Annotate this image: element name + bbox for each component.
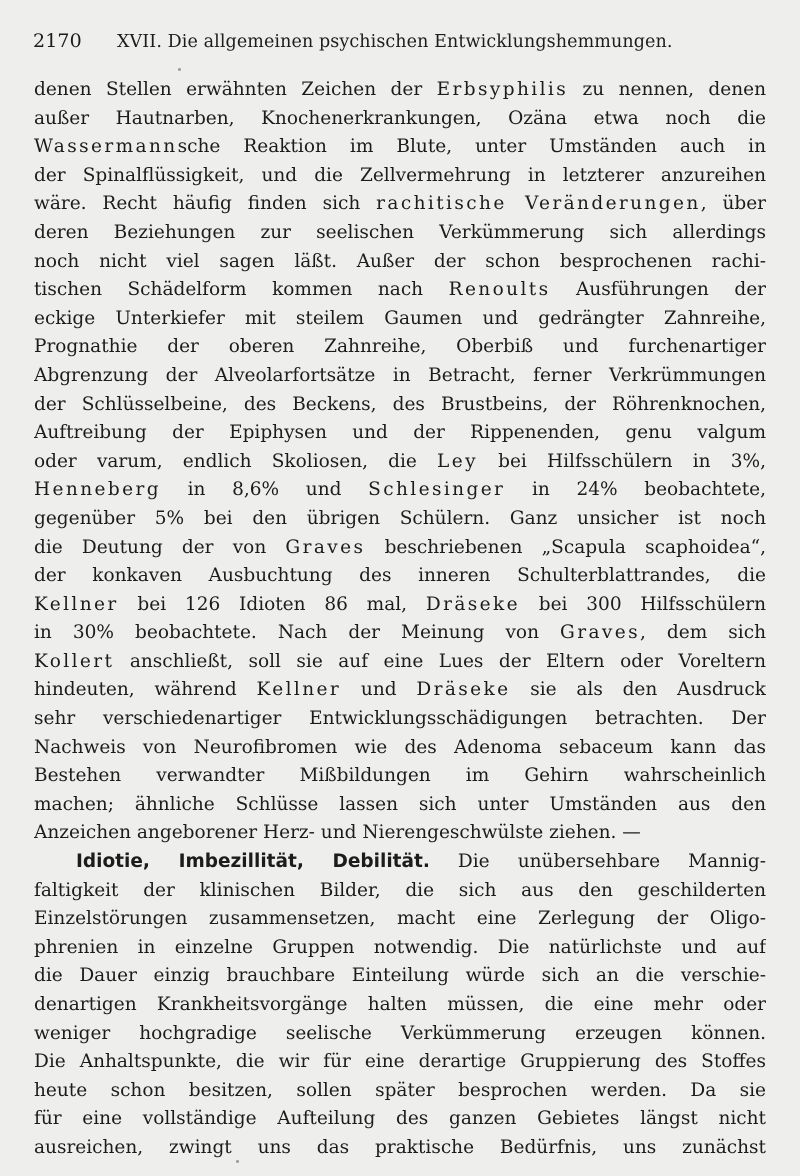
text-segment: oder varum, endlich Skoliosen, die [34,450,438,472]
text-segment: sehr verschiedenartiger Entwicklungsschädigungen betrachten. Der [34,708,766,730]
text-segment: der Spinalflüssigkeit, und die Zellvermehrung in letzterer anzureihen [34,164,766,186]
text-line [34,877,766,906]
text-segment: , dem sich [639,622,766,644]
text-line [34,1134,766,1163]
text-segment: Prognathie der oberen Zahnreihe, Oberbiß und furchenartiger [34,336,766,358]
paper-speck [178,68,181,71]
text-segment: sche Reaktion im Blute, unter Umständen auch in [177,136,766,158]
text-segment: für eine vollständige Aufteilung des ganzen Gebietes längst nicht [34,1108,766,1130]
text-line [34,219,766,248]
spaced-name: Schlesinger [368,479,506,501]
text-segment: zu nennen, denen [568,79,766,100]
text-line [34,534,766,563]
text-segment: deren Beziehungen zur seelischen Verkümmerung sich allerdings [34,221,766,243]
spaced-name: Graves [285,536,366,558]
page-number: 2170 [33,30,82,52]
text-line [34,676,766,705]
spaced-name: Kellner [256,679,342,701]
text-segment: die Dauer einzig brauchbare Einteilung würde sich an die verschie- [34,965,766,987]
text-line [34,1020,766,1049]
text-line [34,619,766,648]
text-line [34,962,766,991]
text-line [34,791,766,820]
text-segment: ausreichen, zwingt uns das praktische Bedürfnis, uns zunächst [34,1136,766,1158]
text-segment: denen Stellen erwähnten Zeichen der [34,79,437,100]
text-line [34,648,766,677]
text-segment: eckige Unterkiefer mit steilem Gaumen und gedrängter Zahnreihe, [34,307,766,329]
text-segment: weniger hochgradige seelische Verkümmerung erzeugen können. [34,1022,766,1044]
text-segment: Ausführungen der [550,279,766,301]
text-segment: Die Anhaltspunkte, die wir für eine derartige Gruppierung des Stoffes [34,1051,766,1073]
text-segment: außer Hautnarben, Knochenerkrankungen, Ozäna etwa noch die [34,107,766,129]
text-segment: phrenien in einzelne Gruppen notwendig. Die natürlichste und auf [34,936,766,958]
text-line [34,419,766,448]
text-line [34,734,766,763]
spaced-name: Dräseke [425,593,520,615]
text-segment: hindeuten, während [34,679,257,701]
text-segment: Bestehen verwandter Mißbildungen im Gehirn wahrscheinlich [34,765,766,787]
spaced-name: Erbsyphilis [436,79,569,100]
text-segment: tischen Schädelform kommen nach [34,279,449,301]
spaced-name: Renoults [448,279,551,301]
text-line [34,762,766,791]
text-segment: heute schon besitzen, sollen später besprochen werden. Da sie [34,1079,766,1101]
text-segment: Auftreibung der Epiphysen und der Rippenenden, genu valgum [34,422,766,444]
text-line [34,190,766,219]
body-text [34,76,766,1163]
text-segment: sie als den Ausdruck [510,679,766,701]
text-segment: wäre. Recht häufig finden sich [34,193,377,215]
text-line [34,391,766,420]
text-segment: gegenüber 5% bei den übrigen Schülern. Ganz unsicher ist noch [34,507,766,529]
text-segment: noch nicht viel sagen läßt. Außer der schon besprochenen rachi- [34,250,766,272]
spaced-name: Kellner [34,593,119,615]
spaced-name: Kollert [34,650,115,672]
text-line [34,505,766,534]
text-line [34,76,766,105]
text-line [34,362,766,391]
spaced-name: Dräseke [416,679,511,701]
text-line [34,333,766,362]
text-segment: anschließt, soll sie auf eine Lues der Eltern oder Voreltern [114,650,766,672]
text-line [34,105,766,134]
text-segment: die Deutung der von [34,536,286,558]
text-segment: Einzelstörungen zusammensetzen, macht eine Zerlegung der Oligo- [34,908,766,930]
spaced-name: Ley [437,450,478,472]
paper-speck [236,1160,239,1163]
text-segment: Abgrenzung der Alveolarfortsätze in Betracht, ferner Verkrümmungen [34,364,766,386]
text-line [34,1048,766,1077]
text-line [34,1105,766,1134]
text-line [34,848,766,877]
spaced-name: Wassermann [34,136,178,158]
text-line [34,248,766,277]
text-line [34,819,766,848]
text-line [34,705,766,734]
text-line [34,562,766,591]
spaced-name: Graves [560,622,640,644]
spaced-name: rachitische Veränderungen [376,193,701,215]
text-segment: faltigkeit der klinischen Bilder, die sich aus den geschilderten [34,879,766,901]
spaced-name: Henneberg [34,479,161,501]
text-segment: Nachweis von Neurofibromen wie des Adenoma sebaceum kann das [34,736,766,758]
text-segment: und [341,679,417,701]
text-line [34,1077,766,1106]
text-line [34,305,766,334]
running-head: XVII. Die allgemeinen psychischen Entwicklungshemmungen. [117,32,673,52]
text-segment: in 30% beobachtete. Nach der Meinung von [34,622,561,644]
text-segment: der Schlüsselbeine, des Beckens, des Brustbeins, der Röhrenknochen, [34,393,766,415]
text-line [34,991,766,1020]
text-line [34,476,766,505]
text-segment: bei 300 Hilfsschülern [519,593,766,615]
text-segment: machen; ähnliche Schlüsse lassen sich unter Umständen aus den [34,793,766,815]
text-segment: in 8,6% und [160,479,369,501]
text-segment: bei Hilfsschülern in 3%, [477,450,766,472]
text-line [34,591,766,620]
text-line [34,448,766,477]
text-segment: Anzeichen angeborener Herz- und Nierengeschwülste ziehen. — [34,822,641,844]
text-line [34,905,766,934]
text-segment: denartigen Krankheitsvorgänge halten müssen, die eine mehr oder [34,994,766,1015]
text-segment: Die unübersehbare Mannig- [429,851,766,873]
text-segment: der konkaven Ausbuchtung des inneren Schulterblattrandes, die [34,565,766,587]
text-line [34,162,766,191]
text-segment: , über [700,193,766,215]
text-segment: in 24% beobachtete, [505,479,766,501]
page-header [33,30,773,52]
text-segment: beschriebenen „Scapula scaphoidea“, [365,536,766,558]
text-segment: bei 126 Idioten 86 mal, [118,593,426,615]
text-line [34,934,766,963]
section-heading: Idiotie, Imbezillität, Debilität. [76,851,430,873]
text-line [34,276,766,305]
text-line [34,133,766,162]
